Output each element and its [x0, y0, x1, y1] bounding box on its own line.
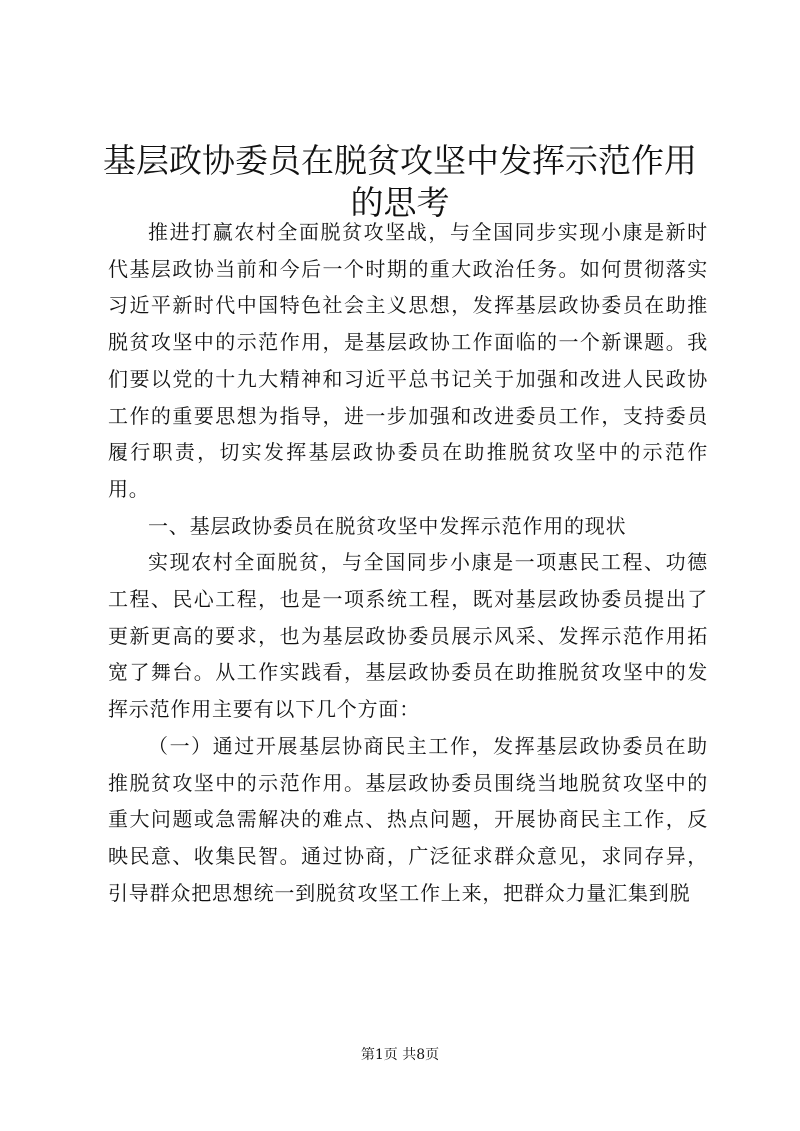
intro-paragraph: 推进打赢农村全面脱贫攻坚战，与全国同步实现小康是新时代基层政协当前和今后一个时期的重大政治任务。如何贯彻落实习近平新时代中国特色社会主义思想，发挥基层政协委员在助推脱贫攻坚中的示范作用，是基层政协工作面临的一个新课题。我们要以党的十九大精神和习近平总书记关于加强和改进人民政协工作的重要思想为指导，进一步加强和改进委员工作，支持委员履行职责，切实发挥基层政协委员在助推脱贫攻坚中的示范作用。 [108, 220, 708, 501]
section-paragraph: 实现农村全面脱贫，与全国同步小康是一项惠民工程、功德工程、民心工程，也是一项系统工程，既对基层政协委员提出了更新更高的要求，也为基层政协委员展示风采、发挥示范作用拓宽了舞台。从工作实践看，基层政协委员在助推脱贫攻坚中的发挥示范作用主要有以下几个方面： [108, 550, 708, 722]
page-footer: 第1页 共8页 [360, 1047, 440, 1063]
document-body [108, 214, 708, 911]
section-heading: 一、基层政协委员在脱贫攻坚中发挥示范作用的现状 [148, 513, 627, 538]
subsection-paragraph: （一）通过开展基层协商民主工作，发挥基层政协委员在助推脱贫攻坚中的示范作用。基层政协委员围绕当地脱贫攻坚中的重大问题或急需解决的难点、热点问题，开展协商民主工作，反映民意、收集民智。通过协商，广泛征求群众意见，求同存异，引导群众把思想统一到脱贫攻坚工作上来，把群众力量汇集到脱 [108, 733, 708, 905]
document-title: 基层政协委员在脱贫攻坚中发挥示范作用的思考 [103, 141, 697, 222]
